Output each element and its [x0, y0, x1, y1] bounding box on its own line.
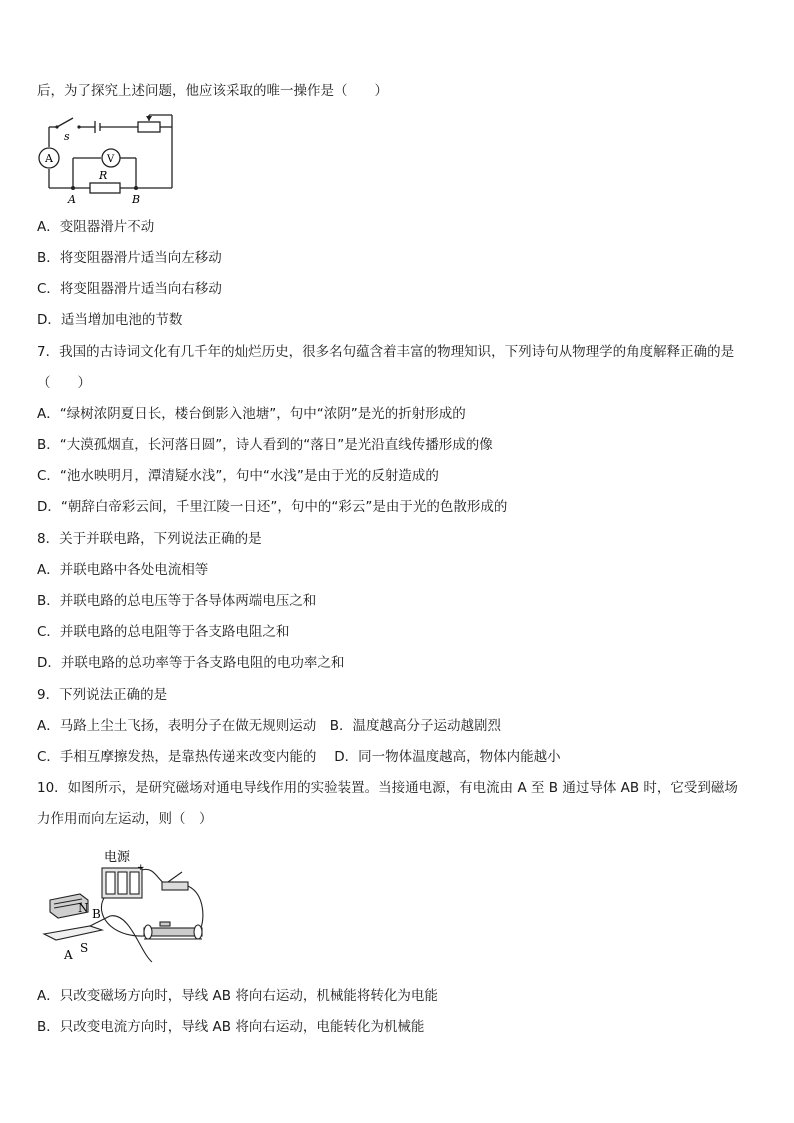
q7-option-c: C．“池水映明月，潭清疑水浅”，句中“水浅”是由于光的反射造成的 [37, 468, 439, 484]
question-10-stem: 10．如图所示，是研究磁场对通电导线作用的实验装置。当接通电源，有电流由 A 至 B 通过导体 AB 时，它受到磁场 [37, 780, 738, 796]
q7-option-d: D．“朝辞白帝彩云间，千里江陵一日还”，句中的“彩云”是由于光的色散形成的 [37, 499, 508, 515]
question-7-answer-paren: （ ） [37, 375, 91, 391]
question-7-stem: 7．我国的古诗词文化有几千年的灿烂历史，很多名句蕴含着丰富的物理知识，下列诗句从物理学的角度解释正确的是 [37, 344, 735, 360]
ammeter-label: A [45, 152, 53, 165]
question-9-stem: 9．下列说法正确的是 [37, 687, 168, 703]
q8-option-b: B．并联电路的总电压等于各导体两端电压之和 [37, 593, 317, 609]
question-8-stem: 8．关于并联电路，下列说法正确的是 [37, 531, 262, 547]
plus-terminal-label: + [137, 863, 145, 873]
power-supply-label: 电源 [104, 850, 131, 865]
q7-option-a: A．“绿树浓阴夏日长，楼台倒影入池塘”，句中“浓阴”是光的折射形成的 [37, 406, 466, 422]
circuit-diagram [35, 112, 185, 207]
voltmeter-label: V [107, 154, 115, 165]
q8-option-a: A．并联电路中各处电流相等 [37, 562, 209, 578]
point-b-label: B [132, 193, 141, 206]
q10-option-b: B．只改变电流方向时，导线 AB 将向右运动，电能转化为机械能 [37, 1019, 425, 1035]
q6-option-c: C．将变阻器滑片适当向右移动 [37, 281, 222, 297]
question-10-stem-cont: 力作用而向左运动，则（ ） [37, 811, 213, 827]
q9-options-ab: A．马路上尘土飞扬，表明分子在做无规则运动 B．温度越高分子运动越剧烈 [37, 718, 501, 734]
q8-option-c: C．并联电路的总电阻等于各支路电阻之和 [37, 624, 290, 640]
q8-option-d: D．并联电路的总功率等于各支路电阻的电功率之和 [37, 655, 345, 671]
q6-option-a: A．变阻器滑片不动 [37, 219, 155, 235]
q9-options-cd: C．手相互摩擦发热，是靠热传递来改变内能的 D．同一物体温度越高，物体内能越小 [37, 749, 561, 765]
north-pole-label: N [78, 901, 89, 915]
question-6-stem-tail: 后，为了探究上述问题，他应该采取的唯一操作是（ ） [37, 83, 388, 99]
south-pole-label: S [80, 941, 89, 955]
q6-option-b: B．将变阻器滑片适当向左移动 [37, 250, 222, 266]
switch-label: s [64, 130, 70, 143]
wire-a-label: A [64, 948, 73, 962]
motor-experiment-diagram [40, 842, 240, 970]
q6-option-d: D．适当增加电池的节数 [37, 312, 183, 328]
q10-option-a: A．只改变磁场方向时，导线 AB 将向右运动，机械能将转化为电能 [37, 988, 438, 1004]
resistor-label: R [99, 169, 108, 182]
point-a-label: A [68, 193, 76, 206]
wire-b-label: B [92, 907, 101, 921]
q7-option-b: B．“大漠孤烟直，长河落日圆”，诗人看到的“落日”是光沿直线传播形成的像 [37, 437, 493, 453]
